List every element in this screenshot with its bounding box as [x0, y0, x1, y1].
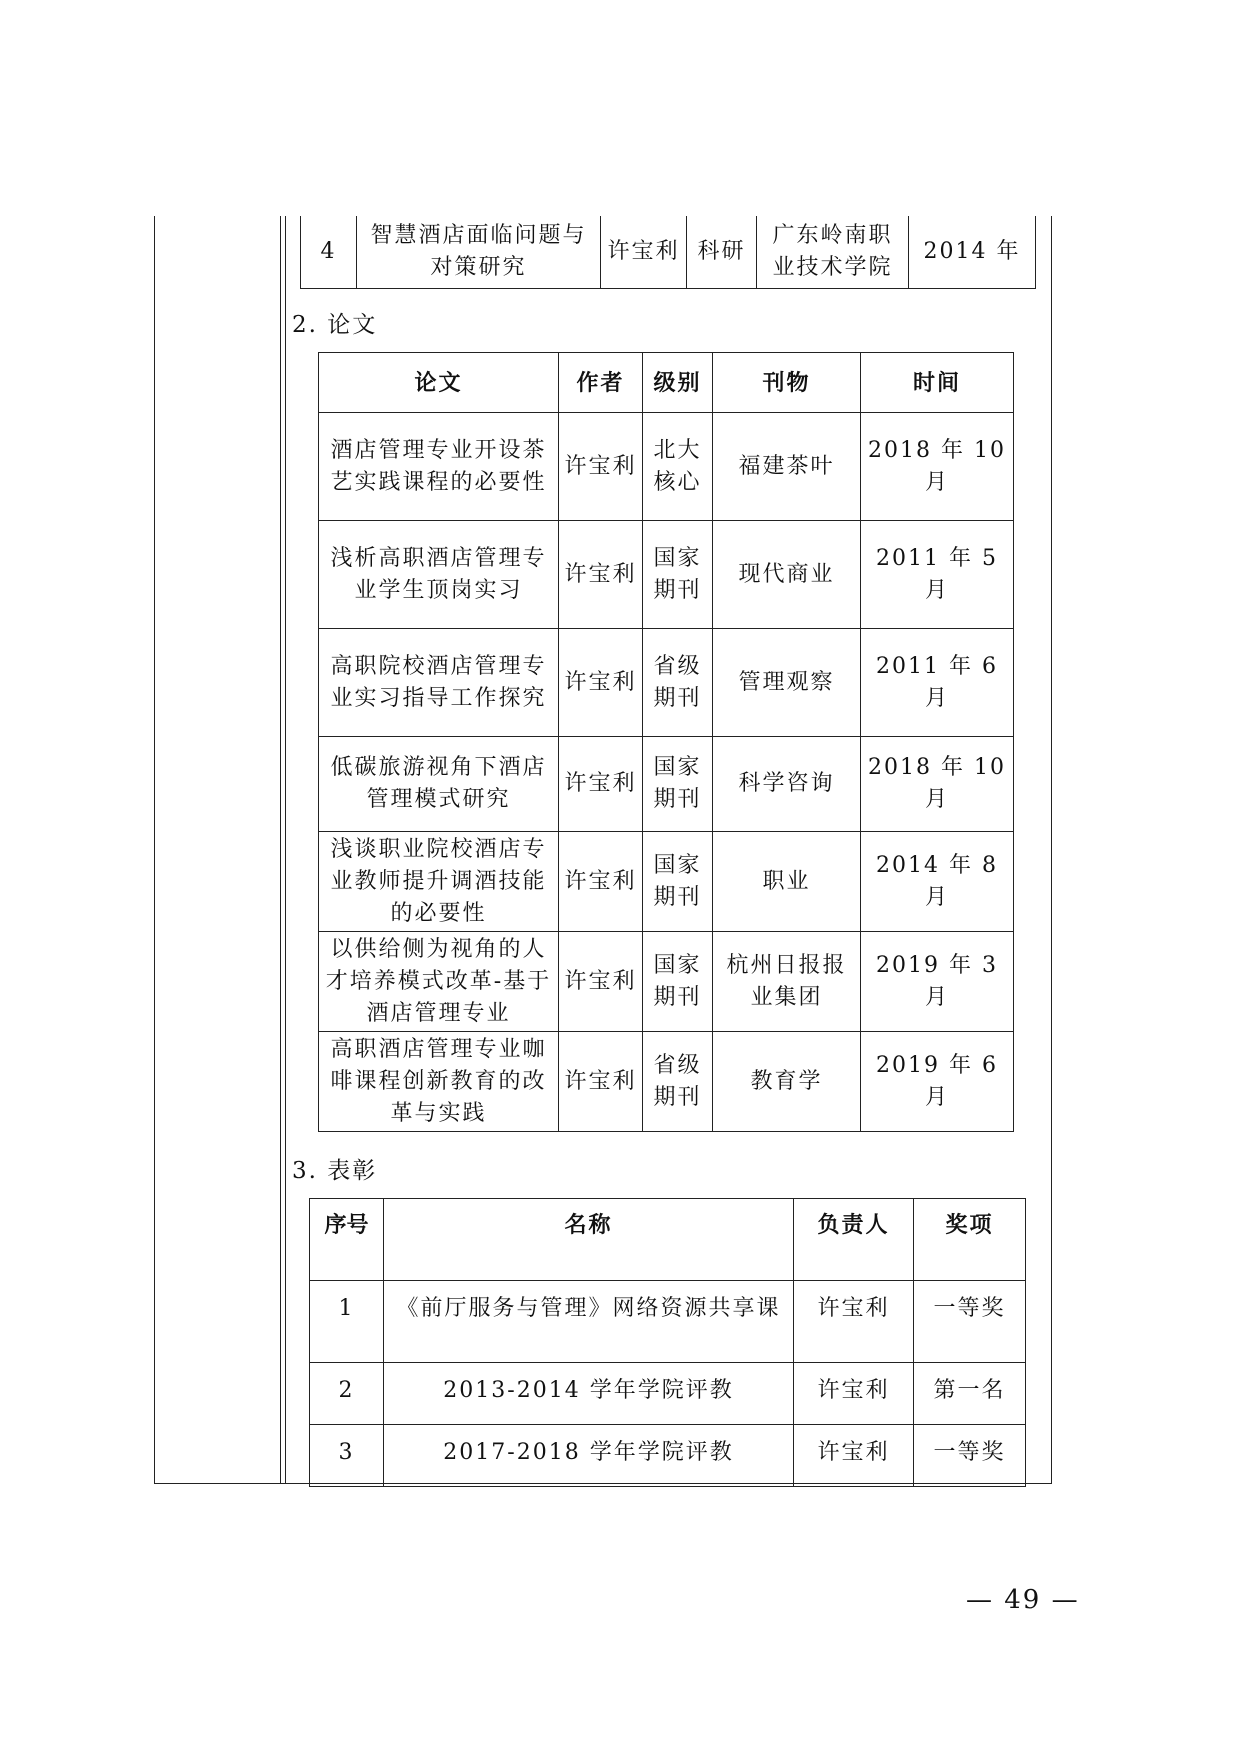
- award-person: 许宝利: [794, 1363, 914, 1425]
- paper-journal: 现代商业: [713, 521, 861, 629]
- paper-author: 许宝利: [559, 932, 643, 1032]
- paper-level: 国家期刊: [643, 832, 713, 932]
- paper-date: 2011 年 5 月: [861, 521, 1014, 629]
- paper-level: 省级期刊: [643, 1032, 713, 1132]
- paper-date: 2011 年 6 月: [861, 629, 1014, 737]
- header-no: 序号: [310, 1199, 384, 1281]
- paper-date: 2019 年 6 月: [861, 1032, 1014, 1132]
- table-row: [310, 1281, 1026, 1363]
- table-row: [319, 521, 1014, 629]
- header-author: 作者: [559, 353, 643, 413]
- paper-level: 省级期刊: [643, 629, 713, 737]
- paper-author: 许宝利: [559, 629, 643, 737]
- paper-journal: 科学咨询: [713, 737, 861, 832]
- award-no: 3: [310, 1425, 384, 1487]
- project-person: 许宝利: [601, 216, 687, 289]
- paper-journal: 管理观察: [713, 629, 861, 737]
- table-row: [319, 932, 1014, 1032]
- paper-level: 国家期刊: [643, 932, 713, 1032]
- award-result: 第一名: [914, 1363, 1026, 1425]
- header-name: 名称: [384, 1199, 794, 1281]
- awards-table: [309, 1198, 1026, 1487]
- paper-title: 高职院校酒店管理专业实习指导工作探究: [319, 629, 559, 737]
- table-row: [319, 413, 1014, 521]
- table-header-row: [310, 1199, 1026, 1281]
- paper-title: 浅析高职酒店管理专业学生顶岗实习: [319, 521, 559, 629]
- award-name: 2017-2018 学年学院评教: [384, 1425, 794, 1487]
- award-result: 一等奖: [914, 1425, 1026, 1487]
- paper-title: 以供给侧为视角的人才培养模式改革-基于酒店管理专业: [319, 932, 559, 1032]
- paper-author: 许宝利: [559, 832, 643, 932]
- form-divider-line: [280, 216, 281, 1484]
- award-person: 许宝利: [794, 1281, 914, 1363]
- award-no: 1: [310, 1281, 384, 1363]
- header-journal: 刊物: [713, 353, 861, 413]
- project-org: 广东岭南职业技术学院: [757, 216, 909, 289]
- header-date: 时间: [861, 353, 1014, 413]
- paper-title: 酒店管理专业开设茶艺实践课程的必要性: [319, 413, 559, 521]
- award-name: 《前厅服务与管理》网络资源共享课: [384, 1281, 794, 1363]
- paper-journal: 杭州日报报业集团: [713, 932, 861, 1032]
- header-level: 级别: [643, 353, 713, 413]
- papers-heading: 2. 论文: [292, 312, 378, 338]
- header-person: 负责人: [794, 1199, 914, 1281]
- paper-author: 许宝利: [559, 737, 643, 832]
- awards-heading: 3. 表彰: [292, 1158, 378, 1184]
- paper-title: 低碳旅游视角下酒店管理模式研究: [319, 737, 559, 832]
- header-award: 奖项: [914, 1199, 1026, 1281]
- paper-author: 许宝利: [559, 521, 643, 629]
- papers-table: [318, 352, 1014, 1132]
- project-title: 智慧酒店面临问题与对策研究: [357, 216, 601, 289]
- paper-level: 国家期刊: [643, 737, 713, 832]
- paper-journal: 福建茶叶: [713, 413, 861, 521]
- project-type: 科研: [687, 216, 757, 289]
- table-row: [301, 216, 1036, 289]
- paper-author: 许宝利: [559, 413, 643, 521]
- form-divider-line-inner: [285, 216, 286, 1484]
- paper-date: 2018 年 10 月: [861, 737, 1014, 832]
- paper-level: 国家期刊: [643, 521, 713, 629]
- table-row: [310, 1425, 1026, 1487]
- table-header-row: [319, 353, 1014, 413]
- table-row: [319, 737, 1014, 832]
- table-row: [319, 832, 1014, 932]
- award-person: 许宝利: [794, 1425, 914, 1487]
- table-row: [319, 629, 1014, 737]
- award-result: 一等奖: [914, 1281, 1026, 1363]
- paper-date: 2019 年 3 月: [861, 932, 1014, 1032]
- project-no: 4: [301, 216, 357, 289]
- paper-date: 2018 年 10 月: [861, 413, 1014, 521]
- table-row: [310, 1363, 1026, 1425]
- header-paper: 论文: [319, 353, 559, 413]
- paper-title: 浅谈职业院校酒店专业教师提升调酒技能的必要性: [319, 832, 559, 932]
- paper-date: 2014 年 8 月: [861, 832, 1014, 932]
- project-table: [300, 216, 1036, 289]
- paper-journal: 教育学: [713, 1032, 861, 1132]
- project-year: 2014 年: [909, 216, 1036, 289]
- paper-journal: 职业: [713, 832, 861, 932]
- paper-level: 北大核心: [643, 413, 713, 521]
- paper-author: 许宝利: [559, 1032, 643, 1132]
- table-row: [319, 1032, 1014, 1132]
- paper-title: 高职酒店管理专业咖啡课程创新教育的改革与实践: [319, 1032, 559, 1132]
- award-no: 2: [310, 1363, 384, 1425]
- award-name: 2013-2014 学年学院评教: [384, 1363, 794, 1425]
- page-number: — 49 —: [966, 1585, 1080, 1615]
